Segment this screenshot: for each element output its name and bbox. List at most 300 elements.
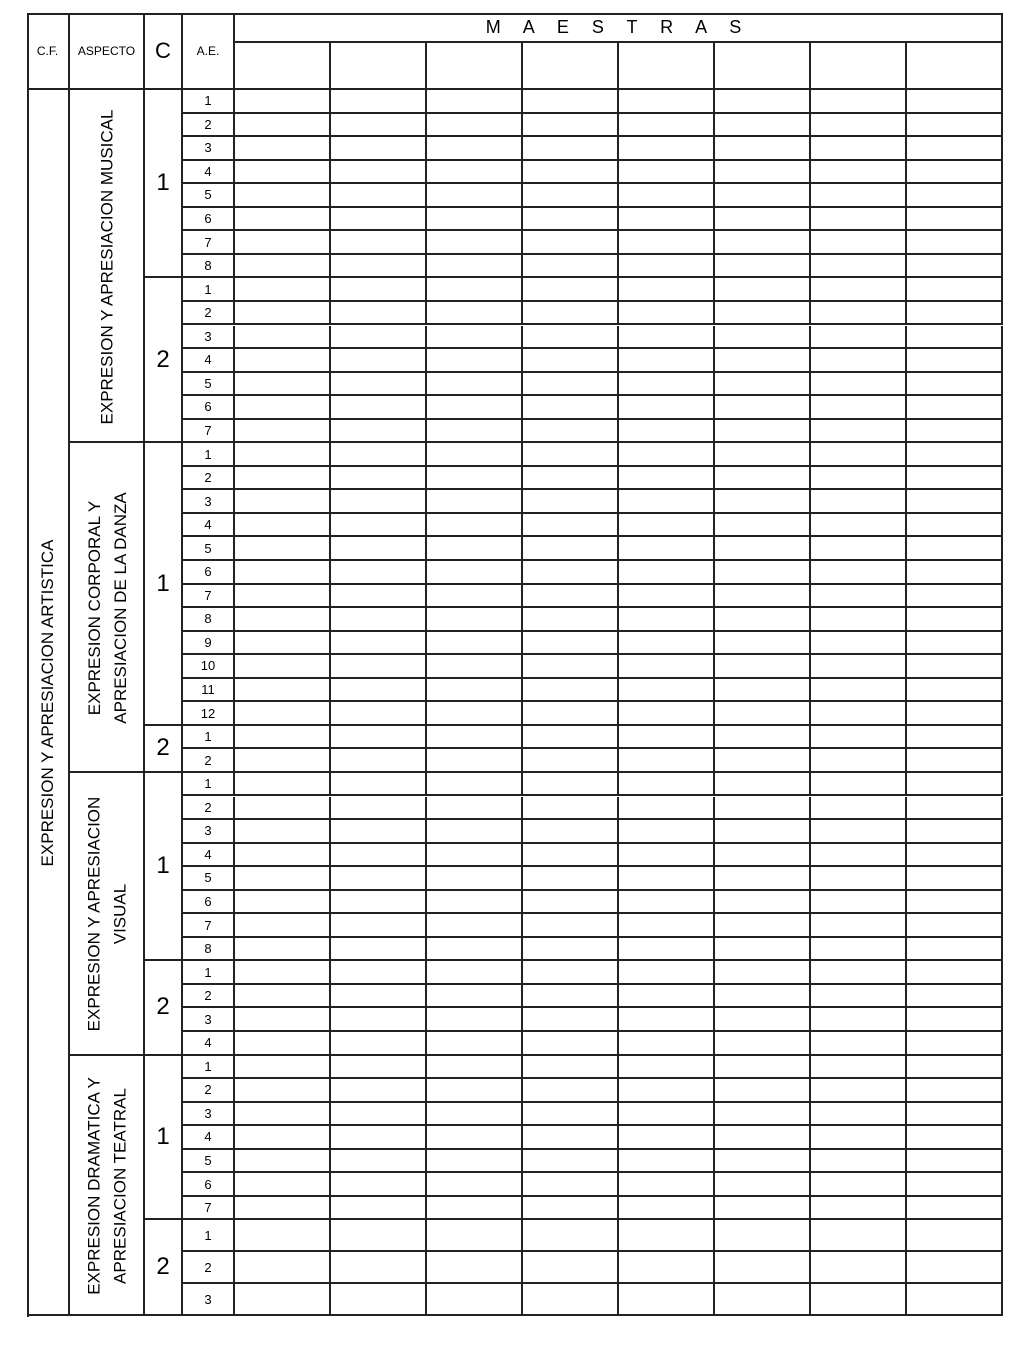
evaluation-cell[interactable] — [235, 867, 331, 891]
evaluation-cell[interactable] — [235, 1150, 331, 1174]
evaluation-cell[interactable] — [811, 231, 907, 255]
evaluation-cell[interactable] — [619, 914, 715, 938]
evaluation-cell[interactable] — [523, 514, 619, 538]
evaluation-cell[interactable] — [331, 420, 427, 444]
evaluation-cell[interactable] — [523, 632, 619, 656]
evaluation-cell[interactable] — [907, 349, 1003, 373]
evaluation-cell[interactable] — [811, 938, 907, 962]
evaluation-cell[interactable] — [523, 184, 619, 208]
evaluation-cell[interactable] — [715, 1284, 811, 1316]
evaluation-cell[interactable] — [715, 349, 811, 373]
evaluation-cell[interactable] — [235, 490, 331, 514]
evaluation-cell[interactable] — [523, 1079, 619, 1103]
evaluation-cell[interactable] — [715, 655, 811, 679]
evaluation-cell[interactable] — [619, 490, 715, 514]
evaluation-cell[interactable] — [331, 231, 427, 255]
evaluation-cell[interactable] — [811, 608, 907, 632]
evaluation-cell[interactable] — [427, 514, 523, 538]
evaluation-cell[interactable] — [235, 820, 331, 844]
evaluation-cell[interactable] — [715, 1197, 811, 1221]
evaluation-cell[interactable] — [235, 184, 331, 208]
evaluation-cell[interactable] — [811, 373, 907, 397]
evaluation-cell[interactable] — [331, 820, 427, 844]
evaluation-cell[interactable] — [907, 1008, 1003, 1032]
evaluation-cell[interactable] — [811, 726, 907, 750]
evaluation-cell[interactable] — [715, 1008, 811, 1032]
evaluation-cell[interactable] — [715, 1150, 811, 1174]
evaluation-cell[interactable] — [619, 326, 715, 350]
maestra-name-cell[interactable] — [811, 43, 907, 90]
evaluation-cell[interactable] — [619, 985, 715, 1009]
evaluation-cell[interactable] — [619, 585, 715, 609]
evaluation-cell[interactable] — [811, 585, 907, 609]
evaluation-cell[interactable] — [619, 1220, 715, 1252]
evaluation-cell[interactable] — [427, 608, 523, 632]
evaluation-cell[interactable] — [331, 1008, 427, 1032]
evaluation-cell[interactable] — [235, 702, 331, 726]
evaluation-cell[interactable] — [523, 137, 619, 161]
evaluation-cell[interactable] — [715, 1103, 811, 1127]
evaluation-cell[interactable] — [427, 278, 523, 302]
evaluation-cell[interactable] — [619, 373, 715, 397]
evaluation-cell[interactable] — [523, 537, 619, 561]
evaluation-cell[interactable] — [715, 161, 811, 185]
evaluation-cell[interactable] — [427, 1008, 523, 1032]
evaluation-cell[interactable] — [331, 585, 427, 609]
evaluation-cell[interactable] — [427, 161, 523, 185]
evaluation-cell[interactable] — [235, 396, 331, 420]
evaluation-cell[interactable] — [811, 561, 907, 585]
evaluation-cell[interactable] — [619, 184, 715, 208]
evaluation-cell[interactable] — [907, 137, 1003, 161]
evaluation-cell[interactable] — [523, 561, 619, 585]
evaluation-cell[interactable] — [235, 278, 331, 302]
evaluation-cell[interactable] — [907, 867, 1003, 891]
evaluation-cell[interactable] — [235, 1056, 331, 1080]
evaluation-cell[interactable] — [811, 1197, 907, 1221]
evaluation-cell[interactable] — [715, 1032, 811, 1056]
evaluation-cell[interactable] — [811, 490, 907, 514]
maestra-name-cell[interactable] — [523, 43, 619, 90]
evaluation-cell[interactable] — [523, 585, 619, 609]
evaluation-cell[interactable] — [331, 1079, 427, 1103]
evaluation-cell[interactable] — [523, 161, 619, 185]
evaluation-cell[interactable] — [331, 938, 427, 962]
evaluation-cell[interactable] — [619, 114, 715, 138]
evaluation-cell[interactable] — [811, 1008, 907, 1032]
evaluation-cell[interactable] — [235, 1079, 331, 1103]
evaluation-cell[interactable] — [427, 184, 523, 208]
evaluation-cell[interactable] — [715, 561, 811, 585]
evaluation-cell[interactable] — [235, 1126, 331, 1150]
evaluation-cell[interactable] — [715, 302, 811, 326]
evaluation-cell[interactable] — [907, 514, 1003, 538]
evaluation-cell[interactable] — [427, 1150, 523, 1174]
evaluation-cell[interactable] — [811, 1032, 907, 1056]
evaluation-cell[interactable] — [331, 1197, 427, 1221]
evaluation-cell[interactable] — [811, 985, 907, 1009]
evaluation-cell[interactable] — [619, 679, 715, 703]
evaluation-cell[interactable] — [331, 443, 427, 467]
evaluation-cell[interactable] — [331, 726, 427, 750]
evaluation-cell[interactable] — [331, 161, 427, 185]
evaluation-cell[interactable] — [331, 961, 427, 985]
evaluation-cell[interactable] — [523, 114, 619, 138]
evaluation-cell[interactable] — [907, 231, 1003, 255]
evaluation-cell[interactable] — [427, 90, 523, 114]
evaluation-cell[interactable] — [811, 655, 907, 679]
evaluation-cell[interactable] — [427, 1173, 523, 1197]
evaluation-cell[interactable] — [619, 137, 715, 161]
evaluation-cell[interactable] — [235, 585, 331, 609]
evaluation-cell[interactable] — [331, 1103, 427, 1127]
evaluation-cell[interactable] — [715, 396, 811, 420]
evaluation-cell[interactable] — [331, 679, 427, 703]
evaluation-cell[interactable] — [811, 844, 907, 868]
evaluation-cell[interactable] — [619, 961, 715, 985]
evaluation-cell[interactable] — [715, 632, 811, 656]
evaluation-cell[interactable] — [715, 514, 811, 538]
evaluation-cell[interactable] — [907, 749, 1003, 773]
evaluation-cell[interactable] — [715, 820, 811, 844]
evaluation-cell[interactable] — [907, 1103, 1003, 1127]
evaluation-cell[interactable] — [427, 1220, 523, 1252]
evaluation-cell[interactable] — [427, 373, 523, 397]
evaluation-cell[interactable] — [907, 985, 1003, 1009]
evaluation-cell[interactable] — [907, 467, 1003, 491]
evaluation-cell[interactable] — [811, 773, 907, 797]
evaluation-cell[interactable] — [331, 137, 427, 161]
evaluation-cell[interactable] — [715, 420, 811, 444]
evaluation-cell[interactable] — [619, 278, 715, 302]
evaluation-cell[interactable] — [427, 326, 523, 350]
evaluation-cell[interactable] — [619, 514, 715, 538]
evaluation-cell[interactable] — [523, 1032, 619, 1056]
maestra-name-cell[interactable] — [331, 43, 427, 90]
evaluation-cell[interactable] — [331, 373, 427, 397]
evaluation-cell[interactable] — [523, 820, 619, 844]
evaluation-cell[interactable] — [331, 1126, 427, 1150]
evaluation-cell[interactable] — [907, 443, 1003, 467]
evaluation-cell[interactable] — [619, 867, 715, 891]
evaluation-cell[interactable] — [907, 702, 1003, 726]
evaluation-cell[interactable] — [619, 1284, 715, 1316]
evaluation-cell[interactable] — [715, 1079, 811, 1103]
evaluation-cell[interactable] — [331, 514, 427, 538]
evaluation-cell[interactable] — [523, 985, 619, 1009]
evaluation-cell[interactable] — [331, 302, 427, 326]
evaluation-cell[interactable] — [715, 608, 811, 632]
evaluation-cell[interactable] — [715, 938, 811, 962]
evaluation-cell[interactable] — [331, 349, 427, 373]
evaluation-cell[interactable] — [811, 302, 907, 326]
evaluation-cell[interactable] — [523, 961, 619, 985]
evaluation-cell[interactable] — [523, 1103, 619, 1127]
evaluation-cell[interactable] — [235, 114, 331, 138]
evaluation-cell[interactable] — [523, 1008, 619, 1032]
evaluation-cell[interactable] — [811, 90, 907, 114]
evaluation-cell[interactable] — [331, 702, 427, 726]
evaluation-cell[interactable] — [619, 1252, 715, 1284]
evaluation-cell[interactable] — [811, 208, 907, 232]
evaluation-cell[interactable] — [427, 137, 523, 161]
evaluation-cell[interactable] — [523, 749, 619, 773]
evaluation-cell[interactable] — [427, 114, 523, 138]
evaluation-cell[interactable] — [907, 114, 1003, 138]
evaluation-cell[interactable] — [811, 349, 907, 373]
evaluation-cell[interactable] — [331, 1032, 427, 1056]
evaluation-cell[interactable] — [715, 1173, 811, 1197]
maestra-name-cell[interactable] — [235, 43, 331, 90]
evaluation-cell[interactable] — [235, 797, 331, 821]
evaluation-cell[interactable] — [811, 961, 907, 985]
evaluation-cell[interactable] — [811, 1173, 907, 1197]
evaluation-cell[interactable] — [619, 161, 715, 185]
evaluation-cell[interactable] — [331, 255, 427, 279]
evaluation-cell[interactable] — [235, 891, 331, 915]
evaluation-cell[interactable] — [331, 1284, 427, 1316]
evaluation-cell[interactable] — [811, 679, 907, 703]
maestra-name-cell[interactable] — [619, 43, 715, 90]
evaluation-cell[interactable] — [427, 797, 523, 821]
evaluation-cell[interactable] — [331, 655, 427, 679]
evaluation-cell[interactable] — [331, 490, 427, 514]
evaluation-cell[interactable] — [907, 844, 1003, 868]
evaluation-cell[interactable] — [907, 961, 1003, 985]
evaluation-cell[interactable] — [715, 726, 811, 750]
evaluation-cell[interactable] — [715, 867, 811, 891]
evaluation-cell[interactable] — [811, 396, 907, 420]
evaluation-cell[interactable] — [811, 914, 907, 938]
evaluation-cell[interactable] — [427, 208, 523, 232]
evaluation-cell[interactable] — [331, 914, 427, 938]
evaluation-cell[interactable] — [811, 632, 907, 656]
evaluation-cell[interactable] — [523, 844, 619, 868]
evaluation-cell[interactable] — [427, 1197, 523, 1221]
evaluation-cell[interactable] — [715, 467, 811, 491]
evaluation-cell[interactable] — [907, 797, 1003, 821]
evaluation-cell[interactable] — [523, 1252, 619, 1284]
evaluation-cell[interactable] — [907, 537, 1003, 561]
evaluation-cell[interactable] — [427, 349, 523, 373]
evaluation-cell[interactable] — [907, 302, 1003, 326]
evaluation-cell[interactable] — [907, 1056, 1003, 1080]
evaluation-cell[interactable] — [427, 490, 523, 514]
evaluation-cell[interactable] — [811, 1056, 907, 1080]
evaluation-cell[interactable] — [331, 867, 427, 891]
evaluation-cell[interactable] — [907, 420, 1003, 444]
evaluation-cell[interactable] — [907, 1032, 1003, 1056]
evaluation-cell[interactable] — [811, 137, 907, 161]
evaluation-cell[interactable] — [523, 1056, 619, 1080]
evaluation-cell[interactable] — [331, 326, 427, 350]
evaluation-cell[interactable] — [907, 1173, 1003, 1197]
evaluation-cell[interactable] — [331, 773, 427, 797]
evaluation-cell[interactable] — [331, 749, 427, 773]
evaluation-cell[interactable] — [811, 184, 907, 208]
evaluation-cell[interactable] — [619, 302, 715, 326]
evaluation-cell[interactable] — [427, 867, 523, 891]
maestra-name-cell[interactable] — [907, 43, 1003, 90]
evaluation-cell[interactable] — [235, 443, 331, 467]
evaluation-cell[interactable] — [235, 514, 331, 538]
evaluation-cell[interactable] — [235, 914, 331, 938]
evaluation-cell[interactable] — [235, 632, 331, 656]
evaluation-cell[interactable] — [907, 1220, 1003, 1252]
evaluation-cell[interactable] — [907, 585, 1003, 609]
evaluation-cell[interactable] — [907, 938, 1003, 962]
evaluation-cell[interactable] — [811, 1284, 907, 1316]
evaluation-cell[interactable] — [427, 467, 523, 491]
evaluation-cell[interactable] — [427, 820, 523, 844]
evaluation-cell[interactable] — [907, 373, 1003, 397]
evaluation-cell[interactable] — [427, 985, 523, 1009]
evaluation-cell[interactable] — [523, 373, 619, 397]
evaluation-cell[interactable] — [715, 844, 811, 868]
evaluation-cell[interactable] — [715, 90, 811, 114]
evaluation-cell[interactable] — [523, 231, 619, 255]
evaluation-cell[interactable] — [715, 1056, 811, 1080]
evaluation-cell[interactable] — [715, 985, 811, 1009]
evaluation-cell[interactable] — [907, 208, 1003, 232]
evaluation-cell[interactable] — [811, 161, 907, 185]
evaluation-cell[interactable] — [715, 702, 811, 726]
evaluation-cell[interactable] — [235, 349, 331, 373]
evaluation-cell[interactable] — [427, 632, 523, 656]
evaluation-cell[interactable] — [715, 585, 811, 609]
evaluation-cell[interactable] — [331, 90, 427, 114]
evaluation-cell[interactable] — [235, 373, 331, 397]
evaluation-cell[interactable] — [907, 891, 1003, 915]
evaluation-cell[interactable] — [235, 231, 331, 255]
evaluation-cell[interactable] — [523, 90, 619, 114]
evaluation-cell[interactable] — [715, 679, 811, 703]
evaluation-cell[interactable] — [715, 537, 811, 561]
evaluation-cell[interactable] — [427, 396, 523, 420]
evaluation-cell[interactable] — [235, 1173, 331, 1197]
evaluation-cell[interactable] — [715, 443, 811, 467]
evaluation-cell[interactable] — [619, 561, 715, 585]
evaluation-cell[interactable] — [235, 255, 331, 279]
evaluation-cell[interactable] — [235, 420, 331, 444]
evaluation-cell[interactable] — [715, 278, 811, 302]
evaluation-cell[interactable] — [811, 514, 907, 538]
evaluation-cell[interactable] — [331, 114, 427, 138]
evaluation-cell[interactable] — [523, 1197, 619, 1221]
evaluation-cell[interactable] — [907, 820, 1003, 844]
evaluation-cell[interactable] — [427, 302, 523, 326]
evaluation-cell[interactable] — [331, 797, 427, 821]
evaluation-cell[interactable] — [235, 655, 331, 679]
evaluation-cell[interactable] — [235, 1032, 331, 1056]
evaluation-cell[interactable] — [523, 302, 619, 326]
evaluation-cell[interactable] — [331, 632, 427, 656]
evaluation-cell[interactable] — [235, 1284, 331, 1316]
evaluation-cell[interactable] — [619, 749, 715, 773]
evaluation-cell[interactable] — [907, 1126, 1003, 1150]
evaluation-cell[interactable] — [427, 585, 523, 609]
evaluation-cell[interactable] — [427, 1079, 523, 1103]
evaluation-cell[interactable] — [715, 891, 811, 915]
maestra-name-cell[interactable] — [427, 43, 523, 90]
evaluation-cell[interactable] — [427, 443, 523, 467]
evaluation-cell[interactable] — [619, 1008, 715, 1032]
evaluation-cell[interactable] — [235, 326, 331, 350]
evaluation-cell[interactable] — [619, 1173, 715, 1197]
evaluation-cell[interactable] — [427, 961, 523, 985]
evaluation-cell[interactable] — [619, 1056, 715, 1080]
evaluation-cell[interactable] — [523, 278, 619, 302]
evaluation-cell[interactable] — [619, 891, 715, 915]
evaluation-cell[interactable] — [331, 1150, 427, 1174]
evaluation-cell[interactable] — [427, 1032, 523, 1056]
evaluation-cell[interactable] — [811, 1103, 907, 1127]
evaluation-cell[interactable] — [331, 1173, 427, 1197]
evaluation-cell[interactable] — [907, 608, 1003, 632]
evaluation-cell[interactable] — [235, 608, 331, 632]
evaluation-cell[interactable] — [811, 326, 907, 350]
evaluation-cell[interactable] — [331, 208, 427, 232]
evaluation-cell[interactable] — [715, 490, 811, 514]
evaluation-cell[interactable] — [235, 938, 331, 962]
evaluation-cell[interactable] — [811, 1252, 907, 1284]
maestra-name-cell[interactable] — [715, 43, 811, 90]
evaluation-cell[interactable] — [907, 255, 1003, 279]
evaluation-cell[interactable] — [907, 726, 1003, 750]
evaluation-cell[interactable] — [427, 255, 523, 279]
evaluation-cell[interactable] — [235, 537, 331, 561]
evaluation-cell[interactable] — [427, 1103, 523, 1127]
evaluation-cell[interactable] — [523, 773, 619, 797]
evaluation-cell[interactable] — [715, 1220, 811, 1252]
evaluation-cell[interactable] — [235, 844, 331, 868]
evaluation-cell[interactable] — [907, 1197, 1003, 1221]
evaluation-cell[interactable] — [619, 231, 715, 255]
evaluation-cell[interactable] — [619, 632, 715, 656]
evaluation-cell[interactable] — [523, 1220, 619, 1252]
evaluation-cell[interactable] — [811, 255, 907, 279]
evaluation-cell[interactable] — [811, 797, 907, 821]
evaluation-cell[interactable] — [427, 1284, 523, 1316]
evaluation-cell[interactable] — [331, 844, 427, 868]
evaluation-cell[interactable] — [427, 702, 523, 726]
evaluation-cell[interactable] — [619, 938, 715, 962]
evaluation-cell[interactable] — [619, 773, 715, 797]
evaluation-cell[interactable] — [235, 773, 331, 797]
evaluation-cell[interactable] — [907, 326, 1003, 350]
evaluation-cell[interactable] — [907, 1079, 1003, 1103]
evaluation-cell[interactable] — [523, 326, 619, 350]
evaluation-cell[interactable] — [331, 537, 427, 561]
evaluation-cell[interactable] — [907, 1284, 1003, 1316]
evaluation-cell[interactable] — [523, 702, 619, 726]
evaluation-cell[interactable] — [235, 137, 331, 161]
evaluation-cell[interactable] — [235, 467, 331, 491]
evaluation-cell[interactable] — [523, 1150, 619, 1174]
evaluation-cell[interactable] — [907, 490, 1003, 514]
evaluation-cell[interactable] — [811, 891, 907, 915]
evaluation-cell[interactable] — [235, 679, 331, 703]
evaluation-cell[interactable] — [811, 420, 907, 444]
evaluation-cell[interactable] — [427, 749, 523, 773]
evaluation-cell[interactable] — [523, 679, 619, 703]
evaluation-cell[interactable] — [523, 938, 619, 962]
evaluation-cell[interactable] — [331, 396, 427, 420]
evaluation-cell[interactable] — [523, 655, 619, 679]
evaluation-cell[interactable] — [235, 1197, 331, 1221]
evaluation-cell[interactable] — [427, 655, 523, 679]
evaluation-cell[interactable] — [715, 914, 811, 938]
